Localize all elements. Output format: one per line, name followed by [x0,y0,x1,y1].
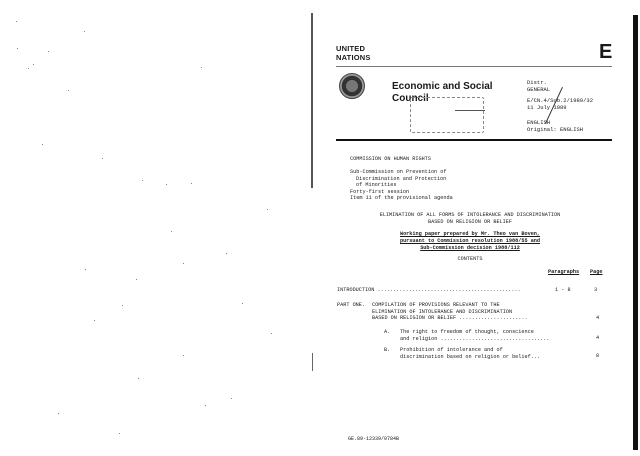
stamp-line [455,110,485,111]
un-emblem-icon [339,73,365,99]
language-code: E [599,41,613,63]
col-page: Page [590,269,603,275]
toc-paragraphs: 1 - 8 [555,287,571,293]
toc-page: 4 [596,335,600,341]
scan-edge-bar [633,15,638,450]
org-name: UNITED NATIONS [336,44,371,62]
document-title: ELIMINATION OF ALL FORMS OF INTOLERANCE AND DISCRIMINATION BASED ON RELIGION OR BELIEF [379,212,561,225]
toc-page: 8 [596,353,600,359]
scan-spine-mark [312,353,313,371]
council-name: Economic and Social Council [392,81,493,104]
toc-part-one-prefix: PART ONE. [337,302,366,308]
document-symbol: E/CN.4/Sub.2/1989/32 11 July 1989 [527,97,594,111]
toc-page: 4 [596,315,600,321]
header-rule [336,66,612,67]
toc-b-prefix: B. [384,347,391,353]
toc-entry-b: Prohibition of intolerance and of discrimination based on religion or belief... [400,347,541,360]
blank-left-page [0,0,312,456]
footer-code: GE.89-12339/0784B [348,436,400,442]
prepared-by: Working paper prepared by Mr. Theo van Boven, pursuant to Commission resolution 1988/55 and Sub-Commission decision 1988/112 [399,231,541,251]
sub-commission-block: Sub-Commission on Prevention of Discrimination and Protection of Minorities Forty-first session Item 11 of the provisional agenda [350,169,453,201]
toc-entry-a: The right to freedom of thought, conscience and religion ................................... [400,329,550,342]
toc-entry-part-one: COMPILATION OF PROVISIONS RELEVANT TO THE ELIMINATION OF INTOLERANCE AND DISCRIMINATION BASED ON RELIGION OR BELIEF ...................... [372,302,528,321]
distribution: Distr. GENERAL [527,79,551,93]
header-bottom-rule [336,139,612,141]
toc-a-prefix: A. [384,329,391,335]
toc-page: 3 [594,287,598,293]
commission-name: COMMISSION ON HUMAN RIGHTS [350,156,431,162]
document-language: ENGLISH Original: ENGLISH [527,119,584,133]
stamp-outline [410,97,484,133]
scan-spine-shadow [311,13,313,188]
col-paragraphs: Paragraphs [548,269,580,275]
contents-heading: CONTENTS [457,256,483,262]
toc-entry-introduction: INTRODUCTION .............................................. [337,287,521,293]
